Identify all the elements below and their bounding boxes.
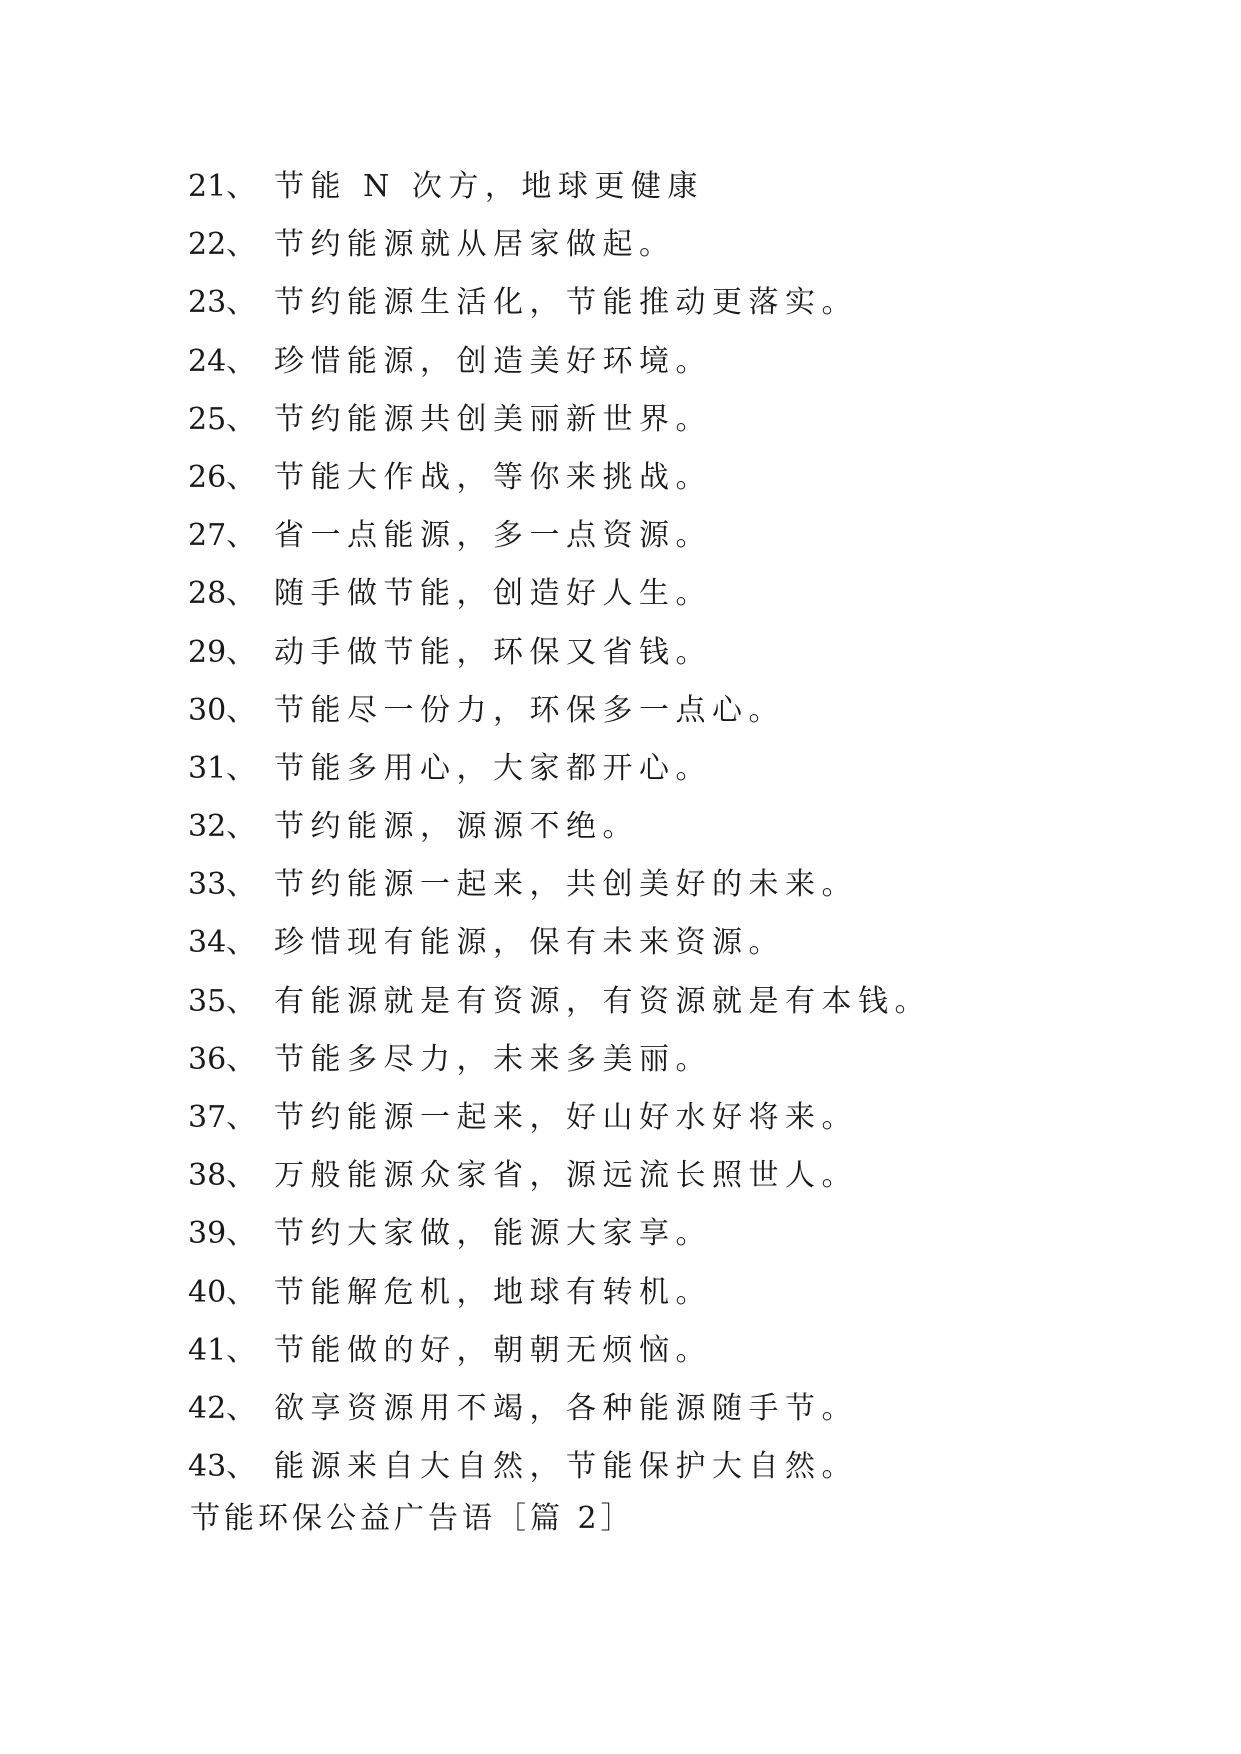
list-item bbox=[188, 507, 931, 565]
item-number: 41、 bbox=[188, 1332, 257, 1368]
item-text: 珍惜现有能源，保有未来资源。 bbox=[274, 925, 785, 961]
item-number: 25、 bbox=[188, 401, 257, 437]
item-text: 珍惜能源，创造美好环境。 bbox=[274, 343, 712, 379]
item-text: 节能解危机，地球有转机。 bbox=[274, 1274, 712, 1310]
item-text: 节能尽一份力，环保多一点心。 bbox=[274, 692, 785, 728]
item-text: 节能做的好，朝朝无烦恼。 bbox=[274, 1332, 712, 1368]
list-item bbox=[188, 740, 931, 798]
list-item bbox=[188, 333, 931, 391]
list-item bbox=[188, 216, 931, 274]
list-item bbox=[188, 856, 931, 914]
list-item bbox=[188, 1380, 931, 1438]
item-number: 21、 bbox=[188, 169, 257, 204]
item-number: 32、 bbox=[188, 809, 257, 845]
list-item bbox=[188, 1438, 931, 1496]
item-number: 38、 bbox=[188, 1158, 257, 1194]
item-text: 节约能源共创美丽新世界。 bbox=[274, 401, 712, 437]
item-text: 能源来自大自然，节能保护大自然。 bbox=[274, 1449, 858, 1485]
section-title: 节能环保公益广告语［篇 2］ bbox=[190, 1501, 635, 1536]
item-text: 动手做节能，环保又省钱。 bbox=[274, 634, 712, 670]
item-text: 节约能源，源源不绝。 bbox=[274, 809, 639, 845]
list-item bbox=[188, 1264, 931, 1322]
item-number: 27、 bbox=[188, 518, 257, 554]
item-number: 33、 bbox=[188, 867, 257, 903]
slogan-list bbox=[188, 158, 931, 1496]
item-number: 35、 bbox=[188, 983, 257, 1019]
item-number: 39、 bbox=[188, 1216, 257, 1252]
item-number: 24、 bbox=[188, 343, 257, 379]
list-item bbox=[188, 274, 931, 332]
item-number: 42、 bbox=[188, 1390, 257, 1426]
list-item bbox=[188, 798, 931, 856]
item-number: 37、 bbox=[188, 1100, 257, 1135]
list-item bbox=[188, 1205, 931, 1263]
list-item bbox=[188, 624, 931, 682]
list-item bbox=[188, 973, 931, 1031]
list-item bbox=[188, 158, 931, 216]
item-number: 28、 bbox=[188, 576, 257, 612]
item-text: 节约能源就从居家做起。 bbox=[274, 227, 676, 263]
item-text: 节能多用心，大家都开心。 bbox=[274, 750, 712, 786]
list-item bbox=[188, 1322, 931, 1380]
item-text: 万般能源众家省，源远流长照世人。 bbox=[274, 1158, 858, 1194]
item-number: 36、 bbox=[188, 1041, 257, 1077]
item-text: 随手做节能，创造好人生。 bbox=[274, 576, 712, 612]
item-text: 节约大家做，能源大家享。 bbox=[274, 1216, 712, 1252]
item-text: 节约能源一起来，共创美好的未来。 bbox=[274, 867, 858, 903]
list-item bbox=[188, 682, 931, 740]
item-number: 31、 bbox=[188, 750, 257, 786]
item-text: 省一点能源，多一点资源。 bbox=[274, 518, 712, 554]
item-number: 40、 bbox=[188, 1274, 257, 1310]
item-number: 34、 bbox=[188, 925, 257, 961]
item-text: 节能多尽力，未来多美丽。 bbox=[274, 1041, 712, 1077]
list-item bbox=[188, 565, 931, 623]
item-number: 43、 bbox=[188, 1449, 257, 1485]
item-text: 节能大作战，等你来挑战。 bbox=[274, 459, 712, 495]
item-text: 节约能源生活化，节能推动更落实。 bbox=[274, 285, 858, 321]
list-item bbox=[188, 391, 931, 449]
item-number: 22、 bbox=[188, 227, 257, 263]
item-text: 节能 N 次方，地球更健康 bbox=[274, 169, 704, 204]
list-item bbox=[188, 914, 931, 972]
item-number: 23、 bbox=[188, 285, 257, 321]
list-item bbox=[188, 1147, 931, 1205]
list-item bbox=[188, 1031, 931, 1089]
item-text: 有能源就是有资源，有资源就是有本钱。 bbox=[274, 983, 931, 1019]
list-item bbox=[188, 1089, 931, 1147]
item-number: 29、 bbox=[188, 634, 257, 670]
list-item bbox=[188, 449, 931, 507]
item-text: 欲享资源用不竭，各种能源随手节。 bbox=[274, 1390, 858, 1426]
item-text: 节约能源一起来，好山好水好将来。 bbox=[274, 1100, 858, 1135]
item-number: 26、 bbox=[188, 459, 257, 495]
item-number: 30、 bbox=[188, 692, 257, 728]
